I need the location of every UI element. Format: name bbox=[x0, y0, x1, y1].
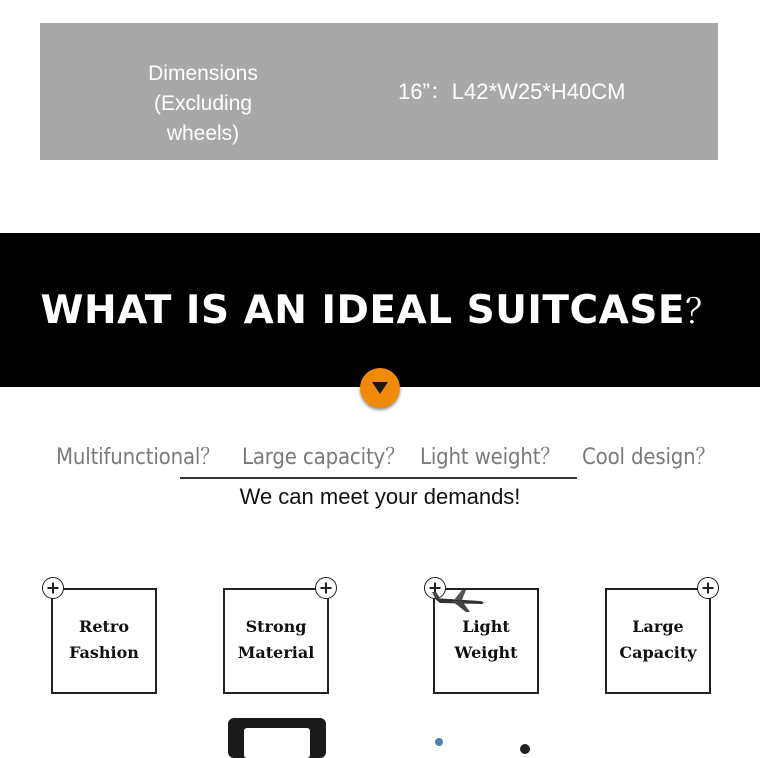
feature-line1: Retro bbox=[79, 617, 129, 636]
question-cool-design: Cool design？ bbox=[582, 445, 716, 470]
feature-label bbox=[607, 614, 709, 666]
banner-question-mark: ？ bbox=[685, 292, 720, 332]
feature-large-capacity bbox=[605, 588, 711, 694]
feature-line2: Material bbox=[237, 643, 315, 662]
dimensions-label-line2: (Excluding wheels) bbox=[153, 92, 253, 145]
dimensions-value: 16”：L42*W25*H40CM bbox=[398, 79, 626, 104]
question-multifunctional: Multifunctional？ bbox=[56, 445, 220, 470]
feature-line1: Large bbox=[632, 617, 684, 636]
banner-title-text: WHAT IS AN IDEAL SUITCASE bbox=[40, 288, 686, 333]
feature-label bbox=[435, 614, 537, 666]
feature-label bbox=[225, 614, 327, 666]
tagline: We can meet your demands! bbox=[239, 484, 521, 509]
suitcase-handle-gap bbox=[244, 728, 310, 758]
feature-line2: Capacity bbox=[619, 643, 697, 662]
feature-line2: Weight bbox=[454, 643, 518, 662]
plus-circle-icon[interactable] bbox=[42, 577, 64, 599]
divider-rule bbox=[180, 477, 577, 479]
image-fragment bbox=[520, 744, 530, 754]
plus-circle-icon[interactable] bbox=[315, 577, 337, 599]
globe-fragment bbox=[435, 738, 443, 746]
banner-title bbox=[0, 284, 760, 339]
chevron-down-icon[interactable] bbox=[360, 368, 400, 408]
dimensions-label bbox=[120, 59, 286, 149]
feature-retro-fashion bbox=[51, 588, 157, 694]
question-light-weight: Light weight？ bbox=[420, 445, 560, 470]
plus-circle-icon[interactable] bbox=[697, 577, 719, 599]
feature-line2: Fashion bbox=[69, 643, 139, 662]
dimensions-panel bbox=[40, 23, 718, 160]
airplane-icon bbox=[432, 586, 488, 616]
question-large-capacity: Large capacity？ bbox=[242, 445, 405, 470]
dimensions-label-line1: Dimensions bbox=[148, 62, 258, 85]
feature-line1: Light bbox=[462, 617, 510, 636]
feature-strong-material bbox=[223, 588, 329, 694]
feature-line1: Strong bbox=[245, 617, 307, 636]
feature-label bbox=[53, 614, 155, 666]
